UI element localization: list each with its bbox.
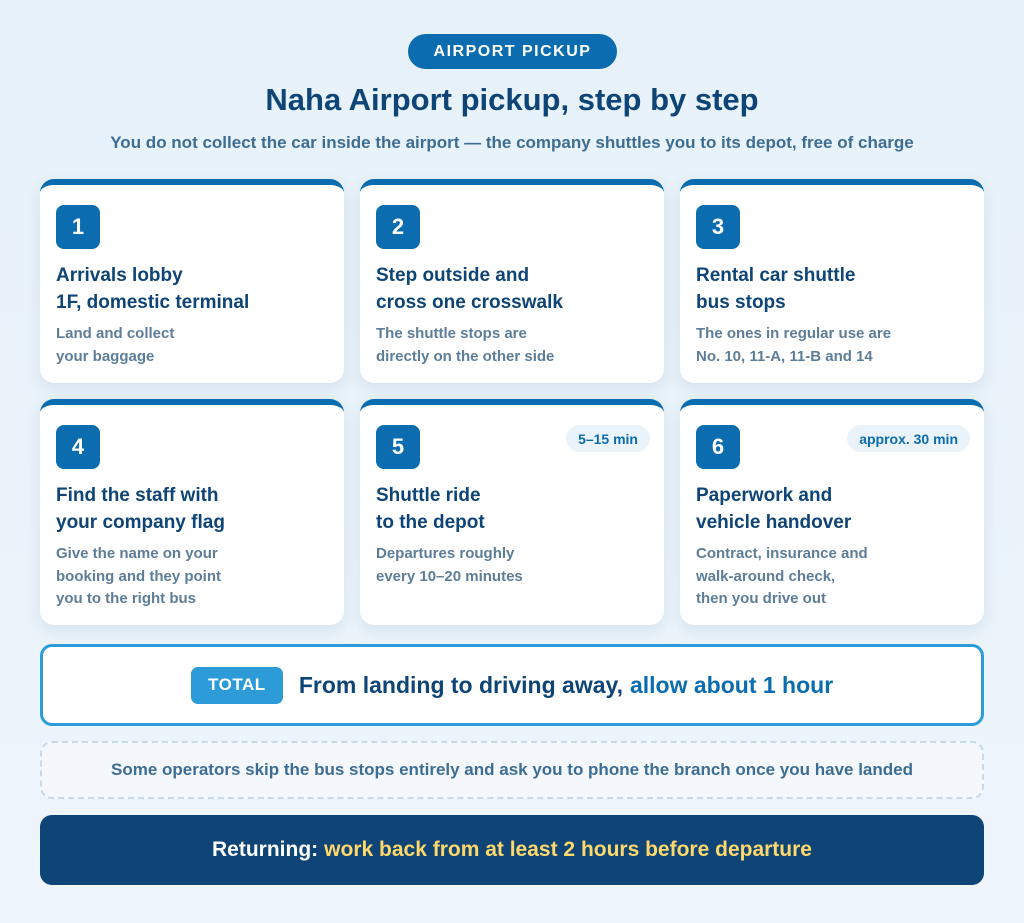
step-card-4 bbox=[40, 399, 344, 625]
step-title: Step outside and cross one crosswalk bbox=[376, 265, 563, 313]
duration-badge: 5–15 min bbox=[566, 425, 650, 452]
returning-highlight: work back from at least 2 hours before departure bbox=[324, 838, 812, 861]
total-banner bbox=[40, 644, 984, 726]
step-number: 3 bbox=[696, 205, 740, 249]
total-highlight: allow about 1 hour bbox=[629, 671, 834, 698]
step-title: Arrivals lobby 1F, domestic terminal bbox=[56, 265, 250, 313]
duration-badge: approx. 30 min bbox=[847, 425, 970, 452]
step-description: Land and collect your baggage bbox=[56, 325, 175, 365]
total-text: From landing to driving away, bbox=[298, 671, 623, 698]
step-description: Departures roughly every 10–20 minutes bbox=[376, 545, 523, 585]
step-number: 5 bbox=[376, 425, 420, 469]
page-subtitle: You do not collect the car inside the airport — the company shuttles you to its depot, free of charge bbox=[110, 133, 914, 152]
page-title: Naha Airport pickup, step by step bbox=[265, 82, 759, 117]
step-card-5 bbox=[360, 399, 664, 625]
returning-label: Returning: bbox=[212, 838, 319, 861]
step-description: The ones in regular use are No. 10, 11-A, 11-B and 14 bbox=[696, 325, 892, 365]
step-number: 4 bbox=[56, 425, 100, 469]
step-number: 6 bbox=[696, 425, 740, 469]
section-badge: AIRPORT PICKUP bbox=[408, 34, 617, 69]
step-description: Contract, insurance and walk-around check, then you drive out bbox=[696, 545, 868, 607]
step-card-2 bbox=[360, 179, 664, 383]
step-card-6 bbox=[680, 399, 984, 625]
operator-note bbox=[40, 741, 984, 799]
total-tag: TOTAL bbox=[191, 667, 283, 704]
step-title: Find the staff with your company flag bbox=[56, 485, 225, 533]
step-description: The shuttle stops are directly on the other side bbox=[376, 325, 555, 365]
step-card-1 bbox=[40, 179, 344, 383]
operator-note-text: Some operators skip the bus stops entirely and ask you to phone the branch once you have landed bbox=[110, 760, 913, 779]
step-description: Give the name on your booking and they point you to the right bus bbox=[56, 545, 221, 607]
step-card-3 bbox=[680, 179, 984, 383]
step-number: 1 bbox=[56, 205, 100, 249]
step-title: Shuttle ride to the depot bbox=[376, 485, 485, 533]
step-number: 2 bbox=[376, 205, 420, 249]
returning-banner bbox=[40, 815, 984, 885]
step-title: Paperwork and vehicle handover bbox=[696, 485, 852, 533]
step-title: Rental car shuttle bus stops bbox=[696, 265, 856, 313]
